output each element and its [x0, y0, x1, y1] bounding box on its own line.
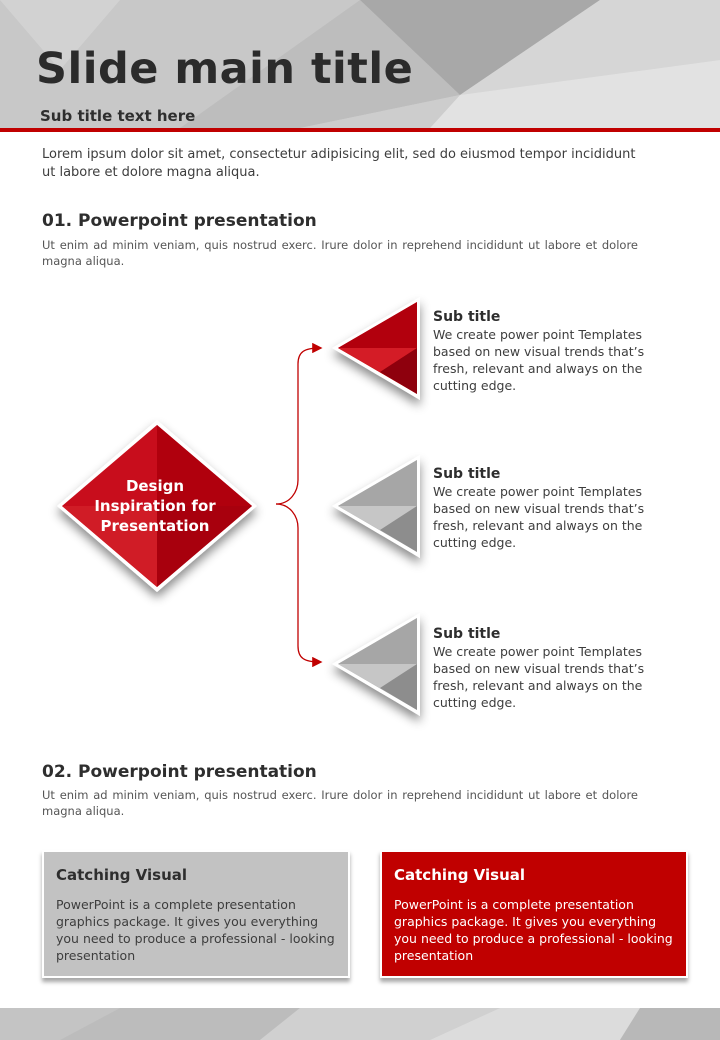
branch-2-title: Sub title — [433, 466, 501, 482]
triangle-grey-middle — [332, 455, 420, 558]
card-grey-text: PowerPoint is a complete presentation graphics package. It gives you everything you need to produce a professional - looking presentation — [56, 897, 335, 963]
footer-background-polygons — [0, 1008, 720, 1040]
hub-label-line: Inspiration for — [94, 497, 216, 515]
branch-1-text: We create power point Templates based on new visual trends that’s fresh, relevant and always on the cutting edge. — [433, 327, 645, 393]
intro-paragraph: Lorem ipsum dolor sit amet, consectetur adipisicing elit, sed do eiusmod tempor incididunt ut labore et dolore magna aliqua. — [42, 147, 636, 180]
branch-2 — [433, 465, 673, 551]
connector-lines — [276, 348, 320, 662]
branch-2-text: We create power point Templates based on new visual trends that’s fresh, relevant and always on the cutting edge. — [433, 484, 645, 550]
triangle-grey-bottom — [332, 613, 420, 716]
hub-label-line: Presentation — [100, 517, 210, 535]
section-2-heading: 02. Powerpoint presentation — [42, 762, 317, 782]
page-title: Slide main title — [36, 44, 414, 94]
section-1-text: Ut enim ad minim veniam, quis nostrud exerc. Irure dolor in reprehend incididunt ut labore et dolore magna aliqua. — [42, 238, 638, 268]
hierarchy-diagram — [0, 280, 720, 750]
branch-3 — [433, 625, 673, 711]
card-red-title: Catching Visual — [394, 866, 526, 884]
header-banner — [0, 0, 720, 128]
hub-label-line: Design — [125, 477, 185, 495]
section-1-heading: 01. Powerpoint presentation — [42, 211, 317, 231]
footer-banner — [0, 1008, 720, 1040]
header-divider — [0, 128, 720, 132]
card-red — [380, 850, 688, 978]
branch-3-text: We create power point Templates based on new visual trends that’s fresh, relevant and always on the cutting edge. — [433, 644, 645, 710]
page-subtitle: Sub title text here — [40, 107, 196, 125]
card-grey — [42, 850, 350, 978]
section-2-text: Ut enim ad minim veniam, quis nostrud exerc. Irure dolor in reprehend incididunt ut labore et dolore magna aliqua. — [42, 788, 638, 818]
card-red-text: PowerPoint is a complete presentation graphics package. It gives you everything you need to produce a professional - looking presentation — [394, 897, 673, 963]
card-grey-title: Catching Visual — [56, 866, 188, 884]
triangle-red — [332, 297, 420, 400]
hub-label — [85, 476, 225, 536]
branch-3-title: Sub title — [433, 626, 501, 642]
branch-1-title: Sub title — [433, 309, 501, 325]
branch-1 — [433, 308, 673, 394]
